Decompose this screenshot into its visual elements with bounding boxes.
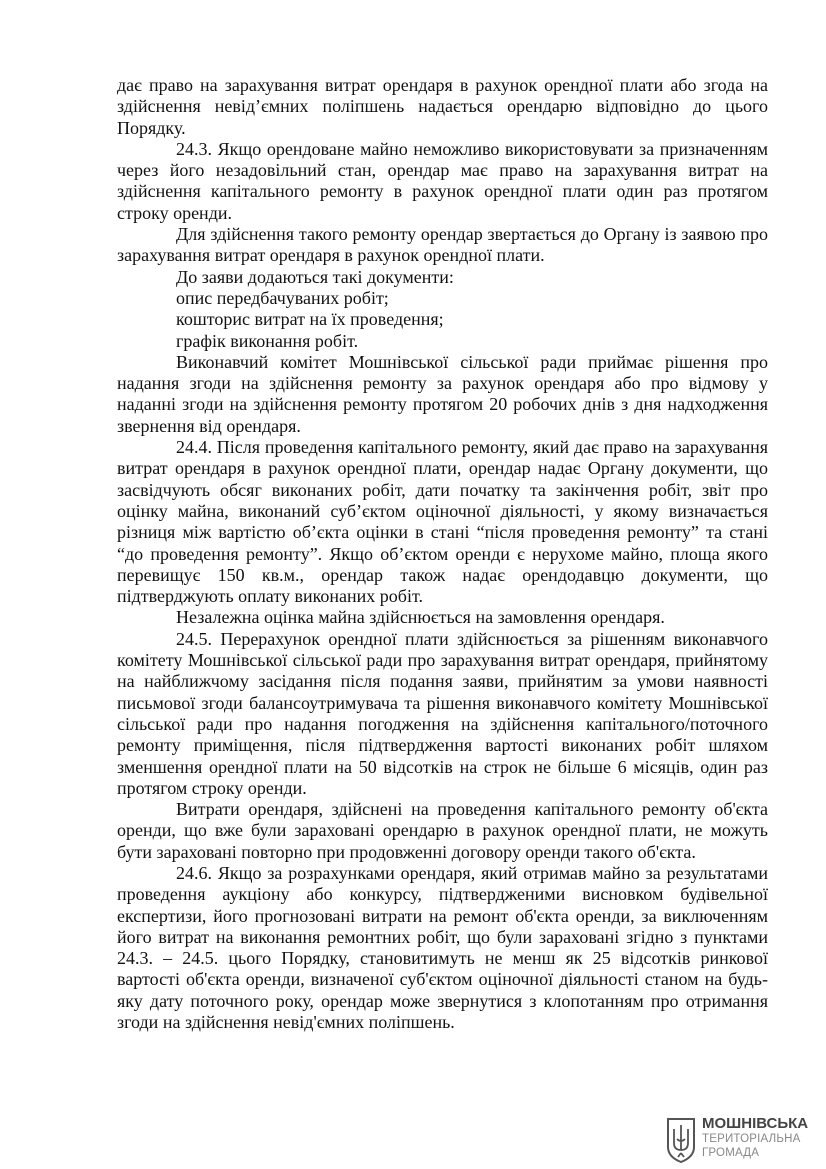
paragraph: 24.3. Якщо орендоване майно неможливо використовувати за призначенням через його незадовільний стан, орендар має право на зарахування витрат на здійснення капітального ремонту в рахунок орендної плати один раз протягом строку оренди.	[117, 138, 768, 223]
paragraph: 24.6. Якщо за розрахунками орендаря, який отримав майно за результатами проведення аукціону або конкурсу, підтвердженими висновком будівельної експертизи, його прогнозовані витрати на ремонт об'єкта оренди, за виключенням його витрат на виконання ремонтних робіт, що були зараховані згідно з пунктами 24.3. – 24.5. цього Порядку, становитимуть не менш як 25 відсотків ринкової вартості об'єкта оренди, визначеної суб'єктом оціночної діяльності станом на будь-яку дату поточного року, орендар може звернутися з клопотанням про отримання згоди на здійснення невід'ємних поліпшень.	[117, 862, 768, 1033]
community-logo	[666, 1117, 816, 1165]
paragraph: Незалежна оцінка майна здійснюється на замовлення орендаря.	[176, 607, 665, 628]
paragraph: Виконавчий комітет Мошнівської сільської ради приймає рішення про надання згоди на здійснення ремонту за рахунок орендаря або про відмову у наданні згоди на здійснення ремонту протягом 20 робочих днів з дня надходження звернення від орендаря.	[117, 351, 768, 436]
list-item: кошторис витрат на їх проведення;	[176, 309, 444, 330]
paragraph: Для здійснення такого ремонту орендар звертається до Органу із заявою про зарахування витрат орендаря в рахунок орендної плати.	[117, 224, 768, 266]
paragraph: дає право на зарахування витрат орендаря в рахунок орендної плати або згода на здійснення невід’ємних поліпшень надається орендарю відповідно до цього Порядку.	[117, 75, 768, 138]
paragraph: Витрати орендаря, здійснені на проведення капітального ремонту об'єкта оренди, що вже були зараховані орендарю в рахунок орендної плати, не можуть бути зараховані повторно при продовженні договору оренди такого об'єкта.	[117, 799, 768, 862]
logo-line-1: МОШНІВСЬКА	[702, 1115, 809, 1132]
paragraph: 24.4. Після проведення капітального ремонту, який дає право на зарахування витрат орендаря в рахунок орендної плати, орендар надає Органу документи, що засвідчують обсяг виконаних робіт, дати початку та закінчення робіт, звіт про оцінку майна, виконаний суб’єктом оціночної діяльності, у якому визначається різниця між вартістю об’єкта оцінки в стані “після проведення ремонту” та стані “до проведення ремонту”. Якщо об’єктом оренди є нерухоме майно, площа якого перевищує 150 кв.м., орендар також надає орендодавцю документи, що підтверджують оплату виконаних робіт.	[117, 437, 768, 607]
logo-text	[702, 1116, 808, 1160]
trident-coat-of-arms-icon	[666, 1117, 696, 1163]
list-item: опис передбачуваних робіт;	[176, 287, 389, 308]
list-item: графік виконання робіт.	[176, 330, 359, 351]
logo-line-3: ГРОМАДА	[702, 1147, 760, 1159]
list-item: До заяви додаються такі документи:	[176, 266, 454, 287]
paragraph: 24.5. Перерахунок орендної плати здійснюється за рішенням виконавчого комітету Мошнівської сільської ради про зарахування витрат орендаря, прийнятому на найближчому засідання після подання заяви, прийнятим за умови наявності письмової згоди балансоутримувача та рішення виконавчого комітету Мошнівської сільської ради про надання погодження на здійснення капітального/поточного ремонту приміщення, після підтвердження вартості виконаних робіт шляхом зменшення орендної плати на 50 відсотків на строк не більше 6 місяців, один раз протягом строку оренди.	[117, 628, 768, 798]
logo-line-2: ТЕРИТОРІАЛЬНА	[702, 1133, 801, 1145]
document-body	[117, 75, 768, 1033]
